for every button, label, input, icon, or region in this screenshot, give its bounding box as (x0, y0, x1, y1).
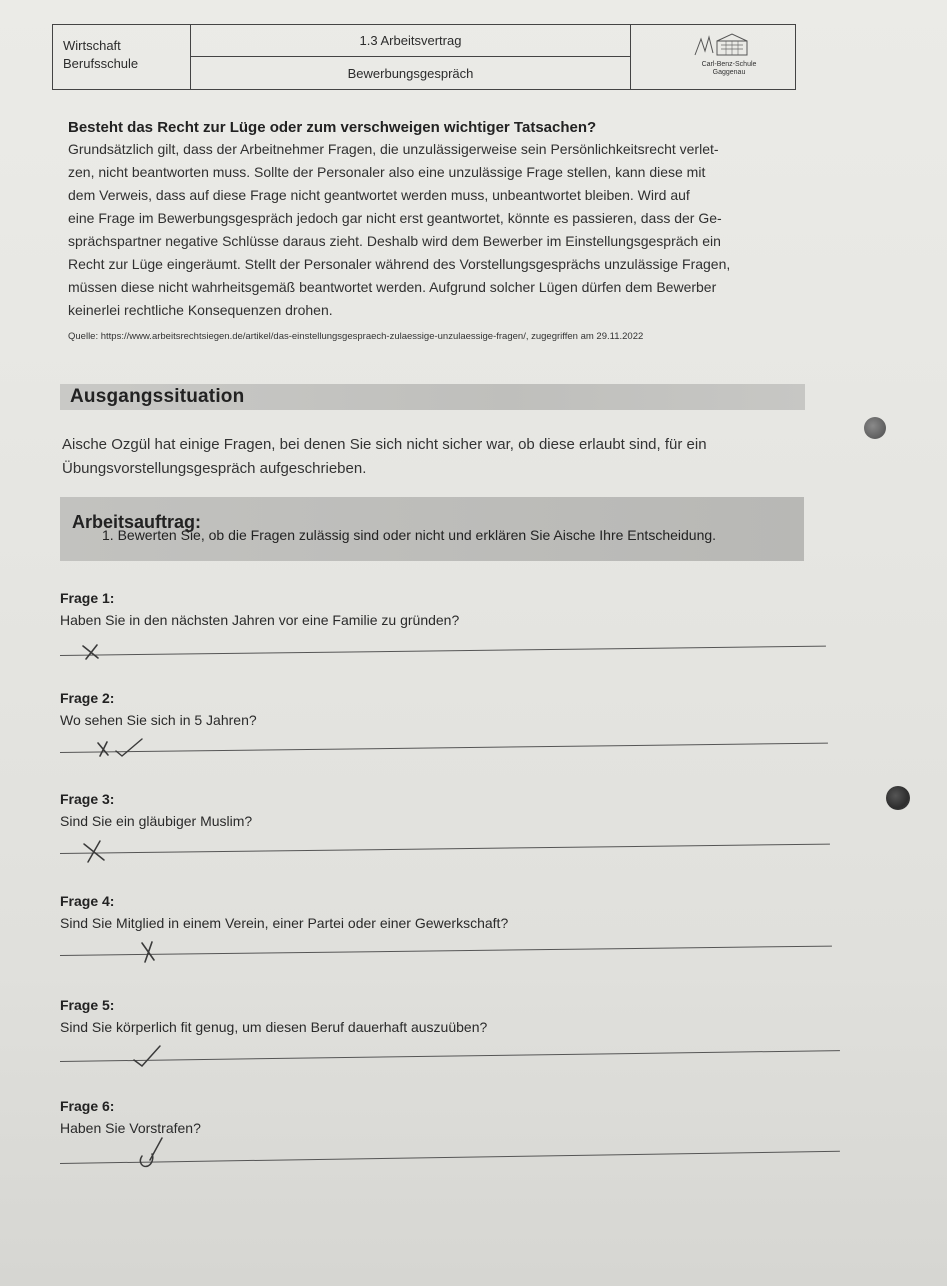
answer-line (60, 646, 826, 656)
intro-line: Grundsätzlich gilt, dass der Arbeitnehmer Fragen, die unzulässigerweise sein Persönlichkeitsrecht verlet- (68, 141, 719, 157)
situation-text (62, 433, 707, 481)
intro-line: keinerlei rechtliche Konsequenzen drohen. (68, 302, 333, 318)
answer-line (60, 1151, 840, 1164)
question-text: Sind Sie körperlich fit genug, um diesen Beruf dauerhaft auszuüben? (60, 1019, 488, 1035)
question-text: Sind Sie ein gläubiger Muslim? (60, 813, 253, 829)
punch-hole-top (864, 417, 886, 439)
header-subject: Wirtschaft (63, 38, 121, 53)
question-block (60, 893, 508, 931)
situation-banner (60, 384, 805, 410)
answer-line (60, 1050, 840, 1062)
intro-line: sprächspartner negative Schlüsse daraus zieht. Deshalb wird dem Bewerber im Einstellungsgespräch ein (68, 233, 721, 249)
header-subject-cell (53, 25, 191, 89)
question-block (60, 590, 459, 628)
question-label: Frage 6: (60, 1098, 115, 1114)
question-label: Frage 1: (60, 590, 115, 606)
intro-line: Recht zur Lüge eingeräumt. Stellt der Personaler während des Vorstellungsgesprächs unzulässige Fragen, (68, 256, 731, 272)
answer-line (60, 946, 832, 956)
question-text: Wo sehen Sie sich in 5 Jahren? (60, 712, 257, 728)
school-name-line1: Carl-Benz-Schule (701, 61, 757, 68)
handwritten-cross-mark (138, 940, 160, 964)
school-logo (631, 25, 795, 89)
intro-line: zen, nicht beantworten muss. Sollte der Personaler also eine unzulässige Frage stellen, kann diese mit (68, 164, 706, 180)
source-citation: Quelle: https://www.arbeitsrechtsiegen.de/artikel/das-einstellungsgespraech-zulaessige-unzulaessige-fragen/, zugegriffen am 29.11.2022 (68, 331, 644, 342)
question-text: Haben Sie in den nächsten Jahren vor eine Familie zu gründen? (60, 612, 460, 628)
header-school-type: Berufsschule (63, 56, 139, 71)
task-heading: Arbeitsauftrag: (72, 512, 202, 532)
question-label: Frage 5: (60, 997, 115, 1013)
question-label: Frage 4: (60, 893, 115, 909)
question-block (60, 791, 252, 829)
question-text: Haben Sie Vorstrafen? (60, 1120, 201, 1136)
intro-title: Besteht das Recht zur Lüge oder zum verschweigen wichtiger Tatsachen? (68, 119, 597, 136)
header-table (52, 24, 796, 90)
situation-heading: Ausgangssituation (70, 386, 245, 407)
task-item: 1. Bewerten Sie, ob die Fragen zulässig sind oder nicht und erklären Sie Aische Ihre Entscheidung. (102, 527, 717, 543)
question-block (60, 997, 487, 1035)
question-label: Frage 2: (60, 690, 115, 706)
situation-line: Übungsvorstellungsgespräch aufgeschrieben. (62, 460, 367, 477)
handwritten-cross-mark (80, 838, 108, 864)
answer-line (60, 743, 828, 753)
handwritten-check-mark (136, 1136, 166, 1170)
handwritten-check-mark (130, 1042, 164, 1068)
handwritten-cross-check-mark (94, 737, 146, 759)
intro-line: dem Verweis, dass auf diese Frage nicht geantwortet werden muss, unbeantwortet bleiben. Wird auf (68, 187, 690, 203)
punch-hole-middle (886, 786, 910, 810)
school-name-line2: Gaggenau (712, 69, 746, 76)
header-topic: Bewerbungsgespräch (347, 65, 474, 81)
question-block (60, 1098, 201, 1136)
header-chapter: 1.3 Arbeitsvertrag (191, 25, 630, 57)
question-label: Frage 3: (60, 791, 115, 807)
school-building-logo-icon (691, 31, 755, 59)
answer-line (60, 844, 830, 854)
header-topic-cell (191, 25, 631, 89)
school-name (679, 61, 779, 77)
handwritten-cross-mark (80, 643, 102, 661)
task-banner (60, 497, 804, 561)
intro-line: müssen diese nicht wahrheitsgemäß beantwortet werden. Aufgrund solcher Lügen dürfen dem Bewerber (68, 279, 717, 295)
intro-line: eine Frage im Bewerbungsgespräch jedoch gar nicht erst geantwortet, könnte es passieren, dass der Ge- (68, 210, 722, 226)
question-block (60, 690, 257, 728)
situation-line: Aische Ozgül hat einige Fragen, bei denen Sie sich nicht sicher war, ob diese erlaubt sind, für ein (62, 436, 707, 453)
question-text: Sind Sie Mitglied in einem Verein, einer Partei oder einer Gewerkschaft? (60, 915, 509, 931)
intro-paragraph (68, 138, 798, 322)
